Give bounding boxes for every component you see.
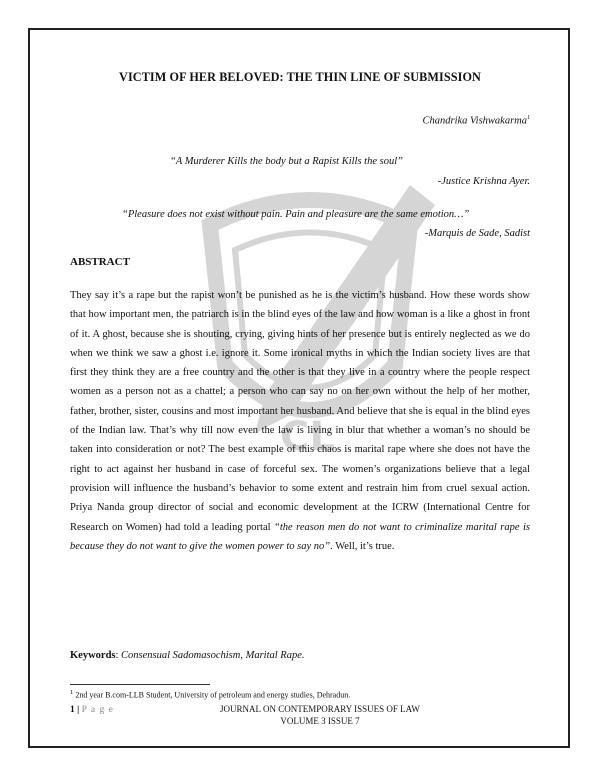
epigraph-quote-1: “A Murderer Kills the body but a Rapist Kills the soul” bbox=[170, 156, 403, 167]
epigraph-attribution-1: -Justice Krishna Ayer. bbox=[437, 176, 530, 187]
footnote bbox=[70, 689, 350, 700]
author-name: Chandrika Vishwakarma bbox=[422, 115, 527, 127]
page-separator: | bbox=[74, 705, 82, 715]
keywords-separator: : bbox=[115, 650, 122, 661]
epigraph-attribution-2: -Marquis de Sade, Sadist bbox=[424, 228, 530, 239]
abstract-ending: . Well, it’s true. bbox=[330, 540, 395, 552]
page-number bbox=[70, 705, 114, 715]
journal-volume: VOLUME 3 ISSUE 7 bbox=[280, 716, 360, 726]
footnote-text: 2nd year B.com-LLB Student, University of petroleum and energy studies, Dehradun. bbox=[73, 690, 351, 700]
journal-name: JOURNAL ON CONTEMPORARY ISSUES OF LAW bbox=[220, 704, 420, 714]
footnote-mark: 1 bbox=[70, 689, 74, 696]
page-label: P a g e bbox=[81, 705, 114, 715]
svg-text:CL: CL bbox=[280, 414, 335, 460]
author-line bbox=[422, 115, 530, 127]
abstract-heading: ABSTRACT bbox=[70, 256, 130, 268]
abstract-text: They say it’s a rape but the rapist won’t be punished as he is the victim’s husband. How these words show that how important men, the patriarch is in the blind eyes of the law and how woman is a like a ghost in front of it. A ghost, because she is shouting, crying, giving hints of her presence but is entirely neglected as we do when we think we saw a ghost i.e. ignore it. Some ironical myths in which the Indian society lives are that first they think they are a free country and the other is that they live in a country where the people respect women as a person not as a chattel; a person who can say no on her own without the help of her mother, father, brother, sister, cousins and most important her husband. And believe that she is equal in the blind eyes of the Indian law. That’s why till now even the law is living in blur that whether a woman’s no should be taken into consideration or not? The best example of this chaos is marital rape where she does not have the right to act against her husband in case of forceful sex. The women’s organizations believe that a legal provision will influence the husband’s behavior to some extent and restrain him from cruel sexual action. Priya Nanda group director of social and economic development at the ICRW (International Centre for Research on Women) had told a leading portal bbox=[70, 290, 530, 533]
journal-footer bbox=[170, 703, 470, 727]
footnote-divider bbox=[70, 684, 210, 685]
abstract-quote: “the reason men do not want to criminalize marital rape is because they do not want to give the women power to say no” bbox=[70, 521, 531, 552]
keywords-line bbox=[70, 650, 305, 661]
keywords-values: Consensual Sadomasochism, Marital Rape. bbox=[121, 650, 305, 661]
page-number-value: 1 bbox=[70, 705, 75, 715]
article-title: VICTIM OF HER BELOVED: THE THIN LINE OF SUBMISSION bbox=[119, 70, 481, 84]
abstract-body bbox=[70, 286, 530, 556]
author-footnote-mark[interactable]: 1 bbox=[527, 115, 530, 121]
keywords-label: Keywords bbox=[70, 650, 116, 661]
epigraph-quote-2: “Pleasure does not exist without pain. Pain and pleasure are the same emotion…” bbox=[122, 209, 470, 220]
